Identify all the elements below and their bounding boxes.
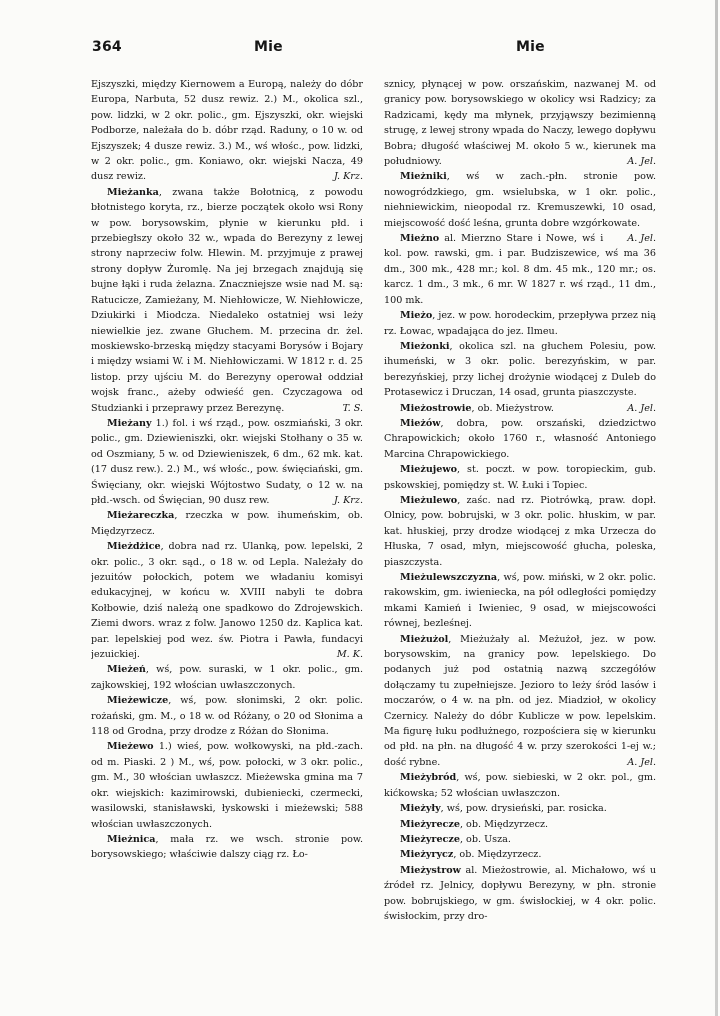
page-edge-shadow xyxy=(715,0,718,1016)
entry xyxy=(384,77,656,169)
entry-text: , wś, pow. miński, w 2 okr. polic. rakowskim, gm. iwieniecka, na pół odległości pomiędzy mkami Kamień i Iwieniec, 9 osad, w miejscowości równej, bezleśnej. xyxy=(384,572,656,630)
entry-headword: Mieżonki xyxy=(400,340,450,352)
entry-text: , zwana także Bołotnicą, z powodu błotnistego koryta, rz., bierze początek około wsi Rony w pow. borysowskim, płynie w kierunku płd. i przebiegłszy około 32 w., wpada do Berezyny z lewej strony naprzeciw folw. Hlewin. M. przyjmuje z prawej strony dopływ Żuromlę. Na jej brzegach znajdują się bujne łąki i ruda żelazna. Znaczniejsze wsie nad M. są: Ratucicze, Zamieżany, M. Niehłowicze, W. Niehłowicze, Dziukirki i Miodcza. Niedaleko ostatniej wsi leży niewielkie jez. zwane Głuchem. M. przecina dr. żel. moskiewsko-brzeską między stacyami Borysów i Bojary i między wsiami W. i M. Niehłowiczami. W 1812 r. d. 25 listop. przy ujściu M. do Berezyny operował oddział wojsk franc., ażeby odwieść gen. Czyczagowa od Studzianki i przeprawy przez Berezynę. xyxy=(91,186,363,414)
entry-headword: Mieżany xyxy=(107,417,152,429)
entry-text: , ob. Uszа. xyxy=(459,833,511,845)
entry-signature: A. Jel. xyxy=(627,156,656,168)
entry-headword: Mieżanka xyxy=(107,186,159,198)
entry-headword: Mieżeń xyxy=(107,664,146,676)
entry xyxy=(384,493,656,570)
entry-signature: A. Jel. xyxy=(627,756,656,768)
entry-text: , rzeczka w pow. ihumeńskim, ob. Międzyrzecz. xyxy=(91,510,363,537)
entry-headword: Mieżyrecze xyxy=(400,833,460,845)
entry xyxy=(91,739,363,831)
entry-text: , ob. Międzyrzecz. xyxy=(459,818,549,830)
entry-headword: Mieżdżice xyxy=(107,541,161,553)
running-title-right: Mie xyxy=(516,39,545,55)
entry-headword: Mieżareczka xyxy=(107,510,175,522)
entry xyxy=(384,770,656,801)
entry xyxy=(91,693,363,739)
entry-headword: Mieżewicze xyxy=(107,695,169,707)
entry-text: , st. poczt. w pow. toropieckim, gub. pskowskiej, pomiędzy st. W. Łuki i Topiec. xyxy=(384,464,656,491)
entry-text: Ejszyszki, między Kiernowem a Europą, należy do dóbr Europa, Narbuta, 52 dusz rewiz. 2.) M., okolica szl., pow. lidzki, w 2 okr. polic., gm. Ejszyszki, okr. wiejski Podborze, należała do b. dóbr rząd. Raduny, o 10 w. od Ejszyszek; 4 dusze rewiz. 3.) M., wś włośc., pow. lidzki, w 2 okr. polic., gm. Koniawo, okr. wiejski Nacza, 49 dusz rewiz. xyxy=(91,79,363,183)
entry-signature: J. Krz. xyxy=(333,171,363,183)
left-column xyxy=(91,77,363,997)
entry-headword: Mieżnica xyxy=(107,833,156,845)
entry xyxy=(384,847,656,862)
entry-text: al. Mierzno Stare i Nowe, wś i kol. pow. rawski, gm. i par. Budziszewice, wś ma 36 dm., 300 mk., 428 mr.; kol. 8 dm. 45 mk., 120 mr.; os. karcz. 1 dm., 3 mk., 6 mr. W 1827 r. wś rząd., 11 dm., 100 mk. xyxy=(384,233,656,306)
running-title-left: Mie xyxy=(254,39,283,55)
entry-text: , wś, pow. siebieski, w 2 okr. pol., gm. kićkowska; 52 włościan uwłaszczon. xyxy=(384,772,656,799)
entry-text: , ob. Międzyrzecz. xyxy=(453,849,542,861)
entry-text: , ob. Mieżystrow. xyxy=(471,402,554,414)
entry-headword: Mieżów xyxy=(400,417,441,429)
entry-text: , Mieżużały al. Meżużoł, jez. w pow. borysowskim, na granicy pow. lepelskiego. Do podanych już pod ostatnią nazwą szczegółów dołączamy tu zupełniejsze. Jezioro to leży śród lasów i moczarów, o 4 w. na płn. od jez. Miadzioł, w okolicy Czernicy. Należy do dóbr Kublicze w pow. lepelskim. Ma figurę łuku podłużnego, rozpościera się w kierunku od płd. na płn. na długość 4 w. przy szerokości 1-ej w.; dość rybne. xyxy=(384,633,656,768)
entry-headword: Mieżostrowie xyxy=(400,402,472,414)
entry-headword: Mieżujewo xyxy=(400,464,458,476)
entry xyxy=(384,832,656,847)
entry xyxy=(91,77,363,185)
entry-headword: Mieżewo xyxy=(107,741,154,753)
entry-headword: Mieżystrow xyxy=(400,864,461,876)
entry xyxy=(384,863,656,925)
entry-text: al. Mieżostrowie, al. Michałowo, wś u źródeł rz. Jelnicy, dopływu Berezyny, w płn. stronie pow. bobrujskiego, w gm. świsłockiej, w 4 okr. polic. świsłockim, przy dro- xyxy=(384,864,656,922)
entry xyxy=(384,632,656,771)
page-number: 364 xyxy=(92,39,122,55)
entry xyxy=(91,832,363,863)
entry-headword: Mieżulewszczyzna xyxy=(400,572,498,583)
right-column xyxy=(384,77,656,997)
entry-text: 1.) fol. i wś rząd., pow. oszmiański, 3 okr. polic., gm. Dziewieniszki, okr. wiejski Stołhany o 35 w. od Oszmiany, 5 w. od Dziewieniszek, 6 dm., 62 mk. kat. (17 dusz rew.). 2.) M., wś włośc., pow. święciański, gm. Święciany, okr. wiejski Wójtostwo Sudaty, o 12 w. na płd.-wsch. od Święcian, 90 dusz rew. xyxy=(91,417,363,506)
entry-headword: Mieżulewo xyxy=(400,494,458,506)
entry-signature: M. K. xyxy=(336,649,363,661)
entry-headword: Mieżo xyxy=(400,310,433,322)
entry xyxy=(384,308,656,339)
entry-headword: Mieżyrecze xyxy=(400,818,460,830)
entry-signature: J. Krz. xyxy=(333,494,363,506)
entry-signature: A. Jel. xyxy=(627,402,656,414)
entry-text: sznicy, płynącej w pow. orszańskim, nazwanej M. od granicy pow. borysowskiego w okolicy wsi Radzicy; za Radzicami, kędy ma młynek, przyjąwszy bezimienną strugę, z lewej strony wpada do Naczy, lewego dopływu Bobra; długość właściwej M. około 5 w., kierunek ma południowy. xyxy=(384,79,656,168)
entry xyxy=(91,416,363,508)
entry-text: , okolica szl. na głuchem Polesiu, pow. ihumeński, w 3 okr. polic. berezyńskim, w par. berezyńskiej, przy lichej drożynie wiodącej z Duleb do Protasewicz i Druczan, 14 osad, grunta piaszczyste. xyxy=(384,340,656,399)
entry xyxy=(384,462,656,493)
entry-text: , dobra, pow. orszański, dziedzictwo Chrapowickich; około 1760 r., własność Antoniego Marcina Chrapowickiego. xyxy=(384,417,656,460)
entry-headword: Mieżużol xyxy=(400,633,449,645)
entry-headword: Mieżybród xyxy=(400,772,457,784)
entry xyxy=(91,539,363,662)
entry xyxy=(91,662,363,693)
entry-signature: T. S. xyxy=(342,402,363,414)
entry-text: , zaśc. nad rz. Piotrówką, praw. dopł. Olnicy, pow. bobrujski, w 3 okr. polic. hłuskim, w par. kat. hłuskiej, przy drodze wiodącej z mka Urzecza do Hłuska, 7 osad, młyn, miejscowość głucha, poleska, piaszczysta. xyxy=(384,494,656,568)
entry-text: , wś, pow. suraski, w 1 okr. polic., gm. zajkowskiej, 192 włościan uwłaszczonych. xyxy=(91,664,363,691)
entry-text: , dobra nad rz. Ulanką, pow. lepelski, 2 okr. polic., 3 okr. sąd., o 18 w. od Lepla. Należały do jezuitów połockich, potem we władaniu komisyi edukacyjnej, w końcu w. XVIII nabyli te dobra Kołbowie, dziś należą one spadkowo do Zdrojewskich. Ziemi dwors. wraz z folw. Janowo 1250 dz. Kaplica kat. par. lepelskiej pod wez. św. Piotra i Pawła, fundacyi jezuickiej. xyxy=(91,541,363,661)
entry-text: , wś, pow. słonimski, 2 okr. polic. rożański, gm. M., o 18 w. od Różany, o 20 od Słonima a 118 od Grodna, przy drodze z Różan do Słonima. xyxy=(91,695,363,738)
entry xyxy=(384,801,656,816)
entry-text: , wś w zach.-płn. stronie pow. nowogródzkiego, gm. wsielubska, w 1 okr. polic., niehniewickim, nieopodal rz. Kremuszewki, 10 osad, miejscowość dość leśna, grunta dobre wzgórkowate. xyxy=(384,171,656,229)
entry-text: , jez. w pow. horodeckim, przepływa przez nią rz. Łowac, wpadająca do jez. Ilmeu. xyxy=(384,310,656,337)
entry-headword: Mieżniki xyxy=(400,171,447,183)
entry-signature: A. Jel. xyxy=(627,233,656,245)
entry xyxy=(384,817,656,832)
entry xyxy=(384,416,656,462)
entry-headword: Mieżyły xyxy=(400,803,441,815)
entry-text: , wś, pow. drysieński, par. rosicka. xyxy=(440,803,607,815)
entry-headword: Mieżyrycz xyxy=(400,849,454,861)
entry xyxy=(91,185,363,416)
entry-headword: Mieżno xyxy=(400,233,440,245)
entry-text: 1.) wieś, pow. wołkowyski, na płd.-zach. od m. Piaski. 2 ) M., wś, pow. połocki, w 3 okr. polic., gm. M., 30 włościan uwłaszcz. Mieżewska gmina ma 7 okr. wiejskich: kazimirowski, dubieniecki, czermecki, wasilowski, stanisławski, łyskowski i mieżewski; 588 włościan uwłaszczonych. xyxy=(91,741,363,830)
entry xyxy=(91,508,363,539)
entry xyxy=(384,570,656,632)
entry-text: , mała rz. we wsch. stronie pow. borysowskiego; właściwie dalszy ciąg rz. Ło- xyxy=(91,833,363,861)
